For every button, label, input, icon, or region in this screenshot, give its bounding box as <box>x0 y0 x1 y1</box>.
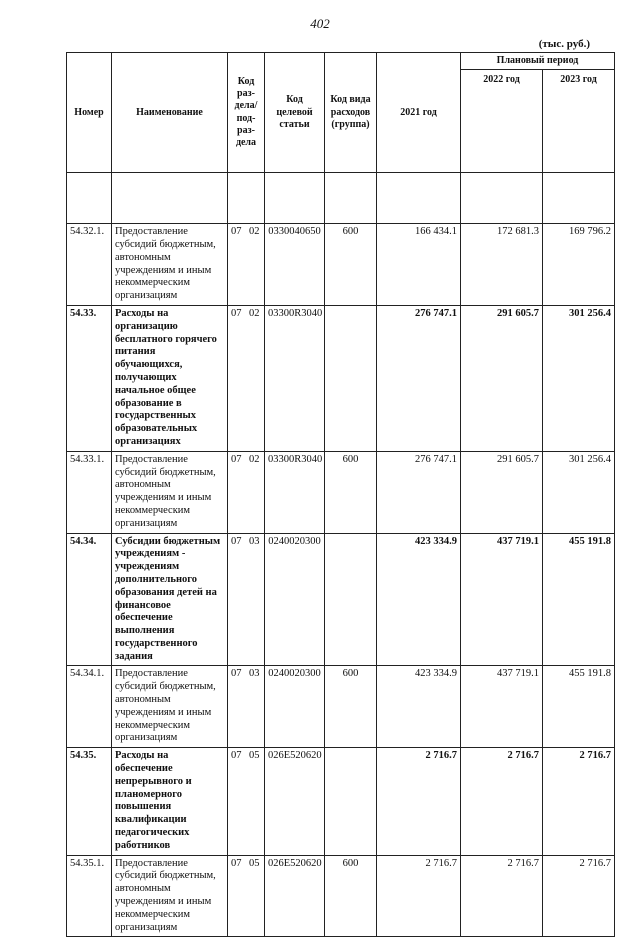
row-amount-2021: 276 747.1 <box>377 451 461 533</box>
row-target-code: 0240020300 <box>265 666 325 748</box>
row-subsection: 05 <box>249 750 260 762</box>
row-amount-2022: 172 681.3 <box>461 224 543 306</box>
row-target-code: 0330040650 <box>265 224 325 306</box>
row-target-code: 03300R3040 <box>265 451 325 533</box>
table-row <box>67 533 615 666</box>
row-amount-2022: 291 605.7 <box>461 305 543 451</box>
row-subsection: 02 <box>249 307 260 319</box>
row-amount-2021: 276 747.1 <box>377 305 461 451</box>
row-amount-2023: 2 716.7 <box>543 855 615 937</box>
table-row <box>67 451 615 533</box>
row-amount-2022: 2 716.7 <box>461 855 543 937</box>
row-subsection: 02 <box>249 226 260 238</box>
row-amount-2021: 2 716.7 <box>377 748 461 855</box>
row-amount-2023: 455 191.8 <box>543 533 615 666</box>
row-subsection: 02 <box>249 453 260 465</box>
row-expense-type: 600 <box>325 855 377 937</box>
row-section: 07 <box>231 453 242 465</box>
row-name: Предоставление субсидий бюджетным, автономным учреждениям и иным некоммерческим организациям <box>112 224 228 306</box>
row-target-code: 026E520620 <box>265 855 325 937</box>
row-expense-type <box>325 533 377 666</box>
row-subsection: 05 <box>249 857 260 869</box>
table-header <box>67 53 615 173</box>
header-planned-period: Плановый период <box>461 53 615 70</box>
row-section-code <box>228 533 265 666</box>
row-expense-type: 600 <box>325 451 377 533</box>
units-label: (тыс. руб.) <box>538 38 590 50</box>
row-amount-2023: 2 716.7 <box>543 748 615 855</box>
budget-table <box>66 52 615 937</box>
row-target-code: 03300R3040 <box>265 305 325 451</box>
header-2022: 2022 год <box>461 70 543 173</box>
row-number: 54.32.1. <box>67 224 112 306</box>
row-amount-2021: 423 334.9 <box>377 666 461 748</box>
table-body <box>67 173 615 937</box>
row-number: 54.35. <box>67 748 112 855</box>
row-number: 54.35.1. <box>67 855 112 937</box>
row-section-code <box>228 305 265 451</box>
table-row <box>67 666 615 748</box>
row-amount-2023: 455 191.8 <box>543 666 615 748</box>
row-expense-type: 600 <box>325 224 377 306</box>
row-amount-2021: 2 716.7 <box>377 855 461 937</box>
table-row <box>67 855 615 937</box>
row-expense-type <box>325 748 377 855</box>
row-subsection: 03 <box>249 668 260 680</box>
row-section-code <box>228 224 265 306</box>
row-amount-2022: 437 719.1 <box>461 533 543 666</box>
row-section: 07 <box>231 307 242 319</box>
row-section: 07 <box>231 857 242 869</box>
table-row <box>67 305 615 451</box>
row-amount-2023: 301 256.4 <box>543 305 615 451</box>
row-name: Расходы на обеспечение непрерывного и планомерного повышения квалификации педагогических работников <box>112 748 228 855</box>
row-subsection: 03 <box>249 535 260 547</box>
table-row <box>67 748 615 855</box>
row-name: Предоставление субсидий бюджетным, автономным учреждениям и иным некоммерческим организациям <box>112 451 228 533</box>
row-amount-2021: 166 434.1 <box>377 224 461 306</box>
header-spacer-row <box>67 173 615 224</box>
row-section-code <box>228 451 265 533</box>
row-expense-type <box>325 305 377 451</box>
header-name: Наименование <box>112 53 228 173</box>
row-amount-2022: 437 719.1 <box>461 666 543 748</box>
row-target-code: 0240020300 <box>265 533 325 666</box>
row-section: 07 <box>231 750 242 762</box>
header-2021: 2021 год <box>377 53 461 173</box>
header-number: Номер <box>67 53 112 173</box>
row-amount-2022: 291 605.7 <box>461 451 543 533</box>
row-section: 07 <box>231 535 242 547</box>
header-expense-type: Код вида расходов (группа) <box>325 53 377 173</box>
row-name: Предоставление субсидий бюджетным, автономным учреждениям и иным некоммерческим организациям <box>112 855 228 937</box>
row-section-code <box>228 666 265 748</box>
page-number: 402 <box>310 16 330 31</box>
row-number: 54.33.1. <box>67 451 112 533</box>
row-number: 54.33. <box>67 305 112 451</box>
row-amount-2023: 169 796.2 <box>543 224 615 306</box>
row-number: 54.34.1. <box>67 666 112 748</box>
row-section: 07 <box>231 226 242 238</box>
row-name: Предоставление субсидий бюджетным, автономным учреждениям и иным некоммерческим организациям <box>112 666 228 748</box>
row-number: 54.34. <box>67 533 112 666</box>
header-section: Код раз-дела/ под-раз-дела <box>228 53 265 173</box>
header-2023: 2023 год <box>543 70 615 173</box>
row-target-code: 026E520620 <box>265 748 325 855</box>
row-amount-2023: 301 256.4 <box>543 451 615 533</box>
header-target: Код целевой статьи <box>265 53 325 173</box>
row-section: 07 <box>231 668 242 680</box>
row-section-code <box>228 855 265 937</box>
row-amount-2022: 2 716.7 <box>461 748 543 855</box>
row-amount-2021: 423 334.9 <box>377 533 461 666</box>
row-expense-type: 600 <box>325 666 377 748</box>
table-row <box>67 224 615 306</box>
row-name: Субсидии бюджетным учреждениям - учреждениям дополнительного образования детей на финансовое обеспечение выполнения государственного задания <box>112 533 228 666</box>
row-section-code <box>228 748 265 855</box>
row-name: Расходы на организацию бесплатного горячего питания обучающихся, получающих начальное общее образование в государственных образовательных организациях <box>112 305 228 451</box>
